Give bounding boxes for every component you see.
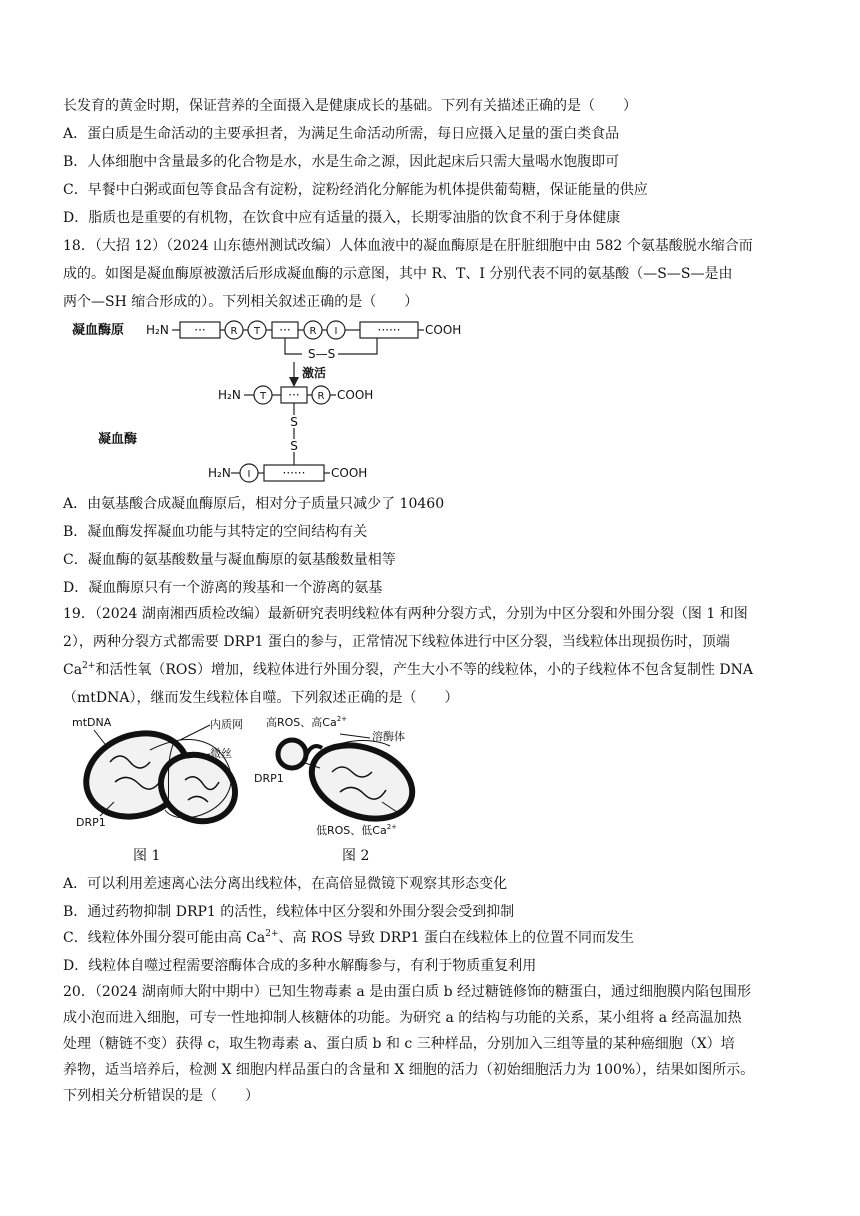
- q19-stem-line4: （mtDNA），继而发生线粒体自噬。下列叙述正确的是（ ）: [63, 690, 459, 706]
- n-terminus: H₂N: [218, 388, 241, 402]
- q19-option-d: D．线粒体自噬过程需要溶酶体合成的多种水解酶参与，有利于物质重复利用: [63, 958, 537, 974]
- q18-stem-line3: 两个—SH 缩合形成的）。下列相关叙述正确的是（ ）: [63, 294, 419, 310]
- q17-option-d: D．脂质也是重要的有机物，在饮食中应有适量的摄入，长期零油脂的饮食不利于身体健康: [63, 210, 621, 226]
- residue-i-label: I: [247, 469, 251, 480]
- q19-stem-line3: $Ca^{2+}$和活性氧（ROS）增加，线粒体进行外围分裂，产生大小不等的线粒体，小的子线粒体不包含复制性 DNA: [63, 661, 753, 678]
- er-label: 内质网: [210, 718, 243, 731]
- c-terminus: COOH: [331, 466, 368, 480]
- q19-stem-line2: 2），两种分裂方式都需要 DRP1 蛋白的参与，正常情况下线粒体进行中区分裂，当线粒体出现损伤时，顶端: [63, 634, 730, 650]
- drp1-label-fig2: DRP1: [254, 772, 284, 785]
- figure2-mitochondrion: [278, 732, 422, 831]
- low-ros-label: 低ROS、低$Ca^{2+}$: [316, 823, 398, 837]
- q19-option-a: A．可以利用差速离心法分离出线粒体，在高倍显微镜下观察其形态变化: [63, 876, 508, 892]
- drp1-label-fig1: DRP1: [76, 816, 106, 829]
- q19-option-b: B．通过药物抑制 DRP1 的活性，线粒体中区分裂和外围分裂会受到抑制: [63, 904, 515, 920]
- microfilament-label: 微丝: [210, 747, 232, 760]
- mitochondria-figures: [70, 710, 430, 844]
- residue-r-label: R: [309, 326, 317, 337]
- q17-option-c: C．早餐中白粥或面包等食品含有淀粉，淀粉经消化分解能为机体提供葡萄糖，保证能量的供应: [63, 182, 648, 198]
- segment-dots: ······: [282, 466, 306, 480]
- segment-dots: ···: [194, 323, 206, 337]
- label-prothrombin: 凝血酶原: [72, 323, 125, 338]
- segment-dots: ···: [279, 323, 291, 337]
- q17-option-b: B．人体细胞中含量最多的化合物是水，水是生命之源，因此起床后只需大量喝水饱腹即可: [63, 154, 620, 170]
- q19-stem-line1: 19．（2024 湖南湘西质检改编）最新研究表明线粒体有两种分裂方式，分别为中区分裂和外围分裂（图 1 和图: [63, 606, 748, 622]
- lysosome-label: 溶酶体: [372, 730, 405, 743]
- n-terminus: H₂N: [208, 466, 231, 480]
- q18-option-b: B．凝血酶发挥凝血功能与其特定的空间结构有关: [63, 524, 368, 540]
- segment-dots: ···: [288, 388, 300, 402]
- q20-stem-line5: 下列相关分析错误的是（ ）: [63, 1088, 259, 1104]
- q19-option-c: C．线粒体外围分裂可能由高 $Ca^{2+}$、高 ROS 导致 DRP1 蛋白在线粒体上的位置不同而发生: [63, 929, 635, 946]
- mtdna-label: mtDNA: [72, 716, 112, 729]
- c-terminus: COOH: [425, 323, 462, 337]
- label-thrombin: 凝血酶: [98, 432, 138, 447]
- q20-stem-line1: 20．（2024 湖南师大附中期中）已知生物毒素 a 是由蛋白质 b 经过糖链修饰的糖蛋白，通过细胞膜内陷包围形: [63, 984, 752, 1000]
- figure2-caption: 图 2: [342, 848, 370, 864]
- q18-option-d: D．凝血酶原只有一个游离的羧基和一个游离的氨基: [63, 580, 383, 596]
- segment-dots: ······: [377, 323, 401, 337]
- q20-stem-line4: 养物，适当培养后，检测 X 细胞内样品蛋白的含量和 X 细胞的活力（初始细胞活力为 100%），结果如图所示。: [63, 1062, 755, 1078]
- activation-label: 激活: [302, 366, 327, 380]
- c-terminus: COOH: [337, 388, 374, 402]
- sulfur-label: S: [290, 415, 298, 429]
- sulfur-label: S: [290, 439, 298, 453]
- q20-stem-line2: 成小泡而进入细胞，可专一性地抑制人核糖体的功能。为研究 a 的结构与功能的关系，某小组将 a 经高温加热: [63, 1010, 742, 1026]
- residue-r-label: R: [230, 326, 238, 337]
- q18-stem-line2: 成的。如图是凝血酶原被激活后形成凝血酶的示意图，其中 R、T、I 分别代表不同的氨基酸（—S—S—是由: [63, 266, 733, 282]
- residue-t-label: T: [253, 326, 261, 337]
- q18-option-a: A．由氨基酸合成凝血酶原后，相对分子质量只减少了 10460: [63, 496, 445, 512]
- thrombin-diagram: [68, 315, 468, 497]
- residue-t-label: T: [259, 391, 267, 402]
- q20-stem-line3: 处理（糖链不变）获得 c，取生物毒素 a、蛋白质 b 和 c 三种样品，分别加入三组等量的某种癌细胞（X）培: [63, 1036, 735, 1052]
- residue-r-label: R: [317, 391, 325, 402]
- q18-option-c: C．凝血酶的氨基酸数量与凝血酶原的氨基酸数量相等: [63, 552, 396, 568]
- residue-i-label: I: [334, 326, 338, 337]
- q17-option-a: A．蛋白质是生命活动的主要承担者，为满足生命活动所需，每日应摄入足量的蛋白类食品: [63, 126, 620, 142]
- n-terminus: H₂N: [146, 323, 169, 337]
- figure1-caption: 图 1: [133, 848, 161, 864]
- q18-stem-line1: 18．（大招 12）（2024 山东德州测试改编）人体血液中的凝血酶原是在肝脏细胞中由 582 个氨基酸脱水缩合而: [63, 238, 753, 254]
- disulfide-label: S—S: [308, 347, 336, 361]
- high-ros-label: 高ROS、高$Ca^{2+}$: [266, 715, 348, 729]
- q17-stem-tail: 长发育的黄金时期，保证营养的全面摄入是健康成长的基础。下列有关描述正确的是（ ）: [63, 98, 637, 114]
